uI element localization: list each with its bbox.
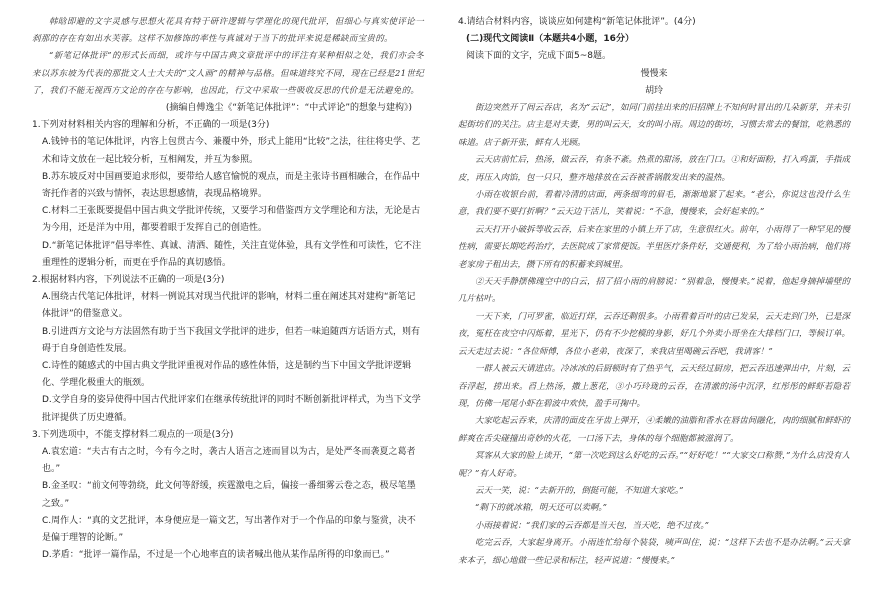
q3-option-d: D.茅盾：“批评一篇作品，不过是一个心地率直的读者喊出他从某作品所得的印象而已。” xyxy=(42,550,390,561)
q3-option-c: C.周作人：“真的文艺批评，本身便应是一篇文艺，写出著作对于一个作品的印象与鉴赏，决不是偏于理智的论断。” xyxy=(42,515,416,544)
left-column xyxy=(32,14,424,565)
story-paragraph: 小雨在收银台前，看着冷清的店面，两条细弯的眉毛，渐渐地紧了起来。“老公，你说这也没什么生意，我们要不要打折啊？”云天边干活儿，笑着说：“不急，慢慢来，会好起来的。” xyxy=(458,190,850,218)
story-paragraph: 云天打开小破拆等收云吞，后来在家里的小镇上开了店，生意很红火。前年，小雨得了一种罕见的慢性病，需要长期吃药治疗，去医院成了家常便饭。半里医疗条件好，交通便利，为了给小雨治病，他们将老家房子租出去，攒下所有的积蓄来到城里。 xyxy=(458,224,850,270)
passage-source: (摘编自傅逸尘《“新笔记体批评”：“中式评论”的想象与建构》) xyxy=(165,103,412,114)
story-paragraph: “剩下的就冰箱，明天还可以卖啊。” xyxy=(475,503,607,514)
story-paragraph: 吃完云吞，大家起身离开。小雨连忙给每个装袋，咦声叫住，说：“这样下去也不是办法啊。”云天拿来本子，细心地做一些记录和标注，轻声说道：“慢慢来。” xyxy=(458,538,850,566)
q2-option-a: A.围绕古代笔记体批评，材料一例说其对现当代批评的影响，材料二重在阐述其对建构“新笔记体批评”的借鉴意义。 xyxy=(42,292,416,320)
q1-option-b: B.苏东坡反对中国画要追求形似，要带给人感官愉悦的观点，而是主张诗书画相融合，在作品中寄托作者的兴致与情怀，表达思想感情，表现品格境界。 xyxy=(42,171,421,200)
story-paragraph: 一天下来，门可罗雀，临近打烊，云吞还剩很多。小雨看着百叶的店已发呆，云天走到门外，已是深夜，冤枉在夜空中闪烁着，星光下，仍有不少挖模的身影，好几个外卖小哥坐在大排档门口，等候订单。云天走过去说：“各位师傅，各位小老弟，夜深了，来我店里喝碗云吞吧，我请客！” xyxy=(458,311,850,357)
right-column xyxy=(458,14,850,570)
story-paragraph: 冥客从大家的脸上读开，“第一次吃到这么好吃的云吞。”“好好吃！”“大家交口称赞，”为什么店没有人呢？”有人好奇。 xyxy=(458,451,850,479)
q2-option-b: B.引进西方文论与方法固然有助于当下我国文学批评的进步，但若一味追随西方话语方式，则有碍于自身创造性发展。 xyxy=(42,326,421,354)
section-heading: (二)现代文阅读Ⅱ（本题共4小题，16分） xyxy=(466,34,634,45)
q1-option-c: C.材料二王张既要提倡中国古典文学批评传统，又要学习和借鉴西方文学理论和方法，无论是古为今用，还是洋为中用，都要着眼于发挥自己的创造性。 xyxy=(42,206,421,234)
story-title: 慢慢来 xyxy=(640,68,668,79)
story-paragraph: 大家吃起云吞来，庆清的面皮在牙齿上弹开，④柔嫩的油脂和香水在唇齿间融化，肉的细腻和鲜虾的鲜爽在舌尖碰撞出奇妙的火花，一口汤下去，身体的每个细胞都被滋润了。 xyxy=(458,416,850,444)
question-4: 4.请结合材料内容，谈谈应如何建构“新笔记体批评”。(4分) xyxy=(458,17,696,27)
story-paragraph: 一群人被云天请进店。冷冰冰的后厨顿时有了热乎气，云天经过厨房，把云吞迅速弹出中，片刻，云吞浮起，捞出来。舀上热汤，撒上葱花，③小巧玲珑的云吞，在清澈的汤中沉浮，红彤彤的鲜虾若隐若现，仿佛一尾尾小虾在碧波中欢快，盈手可掬中。 xyxy=(458,364,850,409)
q3-option-a: A.袁宏道：“夫古有古之时，今有今之时，袭古人语言之迹而冒以为古，是处严冬而袭夏之葛者也。” xyxy=(42,447,416,475)
question-2: 2.根据材料内容，下列说法不正确的一项是(3分) xyxy=(32,275,225,286)
q2-option-d: D.文学自身的姿异使得中国古代批评家们在继承传统批评的同时不断创新批评样式，为当下文学批评提供了历史遵循。 xyxy=(42,395,421,423)
question-3: 3.下列选项中，不能支撑材料二观点的一项是(3分) xyxy=(32,429,234,440)
passage-paragraph: “新笔记体批评”的形式长而细，或许与中国古典文章批评中的评注有某种相似之处，我们亦会冬来以苏东坡为代表的那批文人士大夫的“文人画”的精神与品格。但味道终究不同，现在已经是21世纪了，我们不能无视西方文论的存在与影响，也因此，行文中采取一些吸收反思的代价是无法避免的。 xyxy=(32,51,424,96)
story-paragraph: 小雨接着说：“我们家的云吞都是当天包，当天吃，绝不过夜。” xyxy=(475,520,709,531)
reading-instruction: 阅读下面的文字，完成下面5~8题。 xyxy=(466,51,611,62)
question-1: 1.下列对材料相关内容的理解和分析，不正确的一项是(3分) xyxy=(32,120,270,131)
passage-paragraph: 韩晗即避的文字灵感与思想火花具有特于研许逻辑与学理化的现代批评，但细心与真实使评论一刹那的存在有如出水芙蓉。这样不加修饰的率性与真诚对于当下的批评来说是稀缺而宝贵的。 xyxy=(32,17,424,45)
story-paragraph: 云天店前忙后，热汤，做云吞，有条不紊。热煮的甜汤，放在门口。①和好面粉，打入鸡蛋，手指成皮，再压入肉馅，包一只只，整齐地排放在云吞被香锅散发出来的温热。 xyxy=(458,155,850,183)
q2-option-c: C.诗性的随感式的中国古典文学批评重视对作品的感性体悟，这是制约当下中国文学批评逻辑化、学理化极重大的瓶颈。 xyxy=(42,361,412,389)
story-paragraph: 街边突然开了间云吞店，名为“云记”，如同门前挂出来的旧招牌上不知何时冒出的几朵新芽，并未引起街坊们的关注。店主是对夫妻，男的叫云天，女的叫小雨。周边的街坊，习惯去常去的餐馆，吃熟悉的味道。店子新开张，鲜有人光顾。 xyxy=(458,103,850,148)
q1-option-d: D.“新笔记体批评”倡导率性、真诚、清洒、随性，关注直觉体验，具有文学性和可读性，它不注重理性的逻辑分析，而更在乎作品的真切感悟。 xyxy=(42,240,422,268)
story-paragraph: 云天一笑，说：“去新开的，倒挺可能，不知道大家吃。” xyxy=(475,485,684,496)
q3-option-b: B.金圣叹：“前文何等勃绕，此文何等舒缓，疾霆激电之后，偏接一番细雾云卷之态，极尽笔墨之致。” xyxy=(42,481,416,509)
story-author: 胡玲 xyxy=(644,85,663,96)
q1-option-a: A.钱钟书的笔记体批评，内容上包贯古今、兼覆中外，形式上能用“比较”之法，往往将史学、艺术和诗文放在一起比较分析，互相阐发，并互为参照。 xyxy=(42,137,421,165)
story-paragraph: ②天天手静摆佛瑰空中的白云，招了招小雨的肩膀说：“别着急，慢慢来。”说着，他起身摘掉墙壁的几片枯叶。 xyxy=(458,277,850,305)
